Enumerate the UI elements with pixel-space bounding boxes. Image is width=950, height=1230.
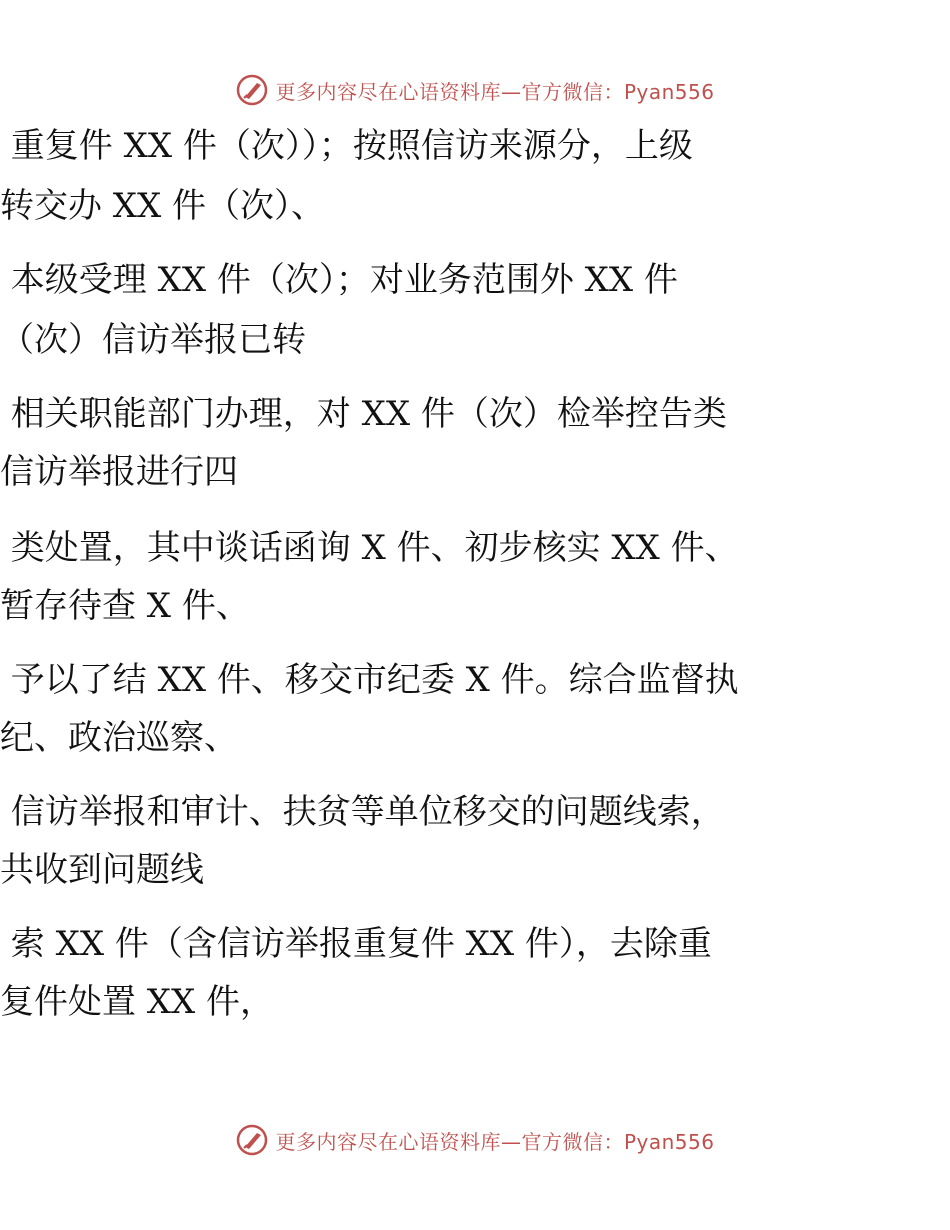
text-line: 予以了结 XX 件、移交市纪委 X 件。综合监督执 — [0, 660, 739, 700]
text-line: 重复件 XX 件（次））；按照信访来源分，上级 — [0, 126, 693, 166]
watermark-text: 更多内容尽在心语资料库—官方微信：Pyan556 — [275, 79, 715, 104]
text-line: 索 XX 件（含信访举报重复件 XX 件），去除重 — [0, 924, 712, 964]
text-line: 暂存待查 X 件、 — [0, 586, 250, 626]
text-line: 信访举报进行四 — [0, 452, 238, 492]
pen-seal-icon — [235, 1123, 269, 1157]
text-line: 纪、政治巡察、 — [0, 718, 238, 758]
text-line: 本级受理 XX 件（次）；对业务范围外 XX 件 — [0, 260, 678, 300]
header-watermark — [0, 70, 950, 110]
text-line: 转交办 XX 件（次）、 — [0, 186, 326, 226]
pen-seal-icon — [235, 73, 269, 107]
text-line: （次）信访举报已转 — [0, 320, 306, 360]
text-line: 共收到问题线 — [0, 850, 204, 890]
watermark-text: 更多内容尽在心语资料库—官方微信：Pyan556 — [275, 1129, 715, 1154]
text-line: 复件处置 XX 件， — [0, 982, 275, 1022]
text-line: 类处置，其中谈话函询 X 件、初步核实 XX 件、 — [0, 528, 739, 568]
text-line: 信访举报和审计、扶贫等单位移交的问题线索， — [0, 792, 725, 832]
text-line: 相关职能部门办理，对 XX 件（次）检举控告类 — [0, 394, 727, 434]
footer-watermark — [0, 1120, 950, 1160]
